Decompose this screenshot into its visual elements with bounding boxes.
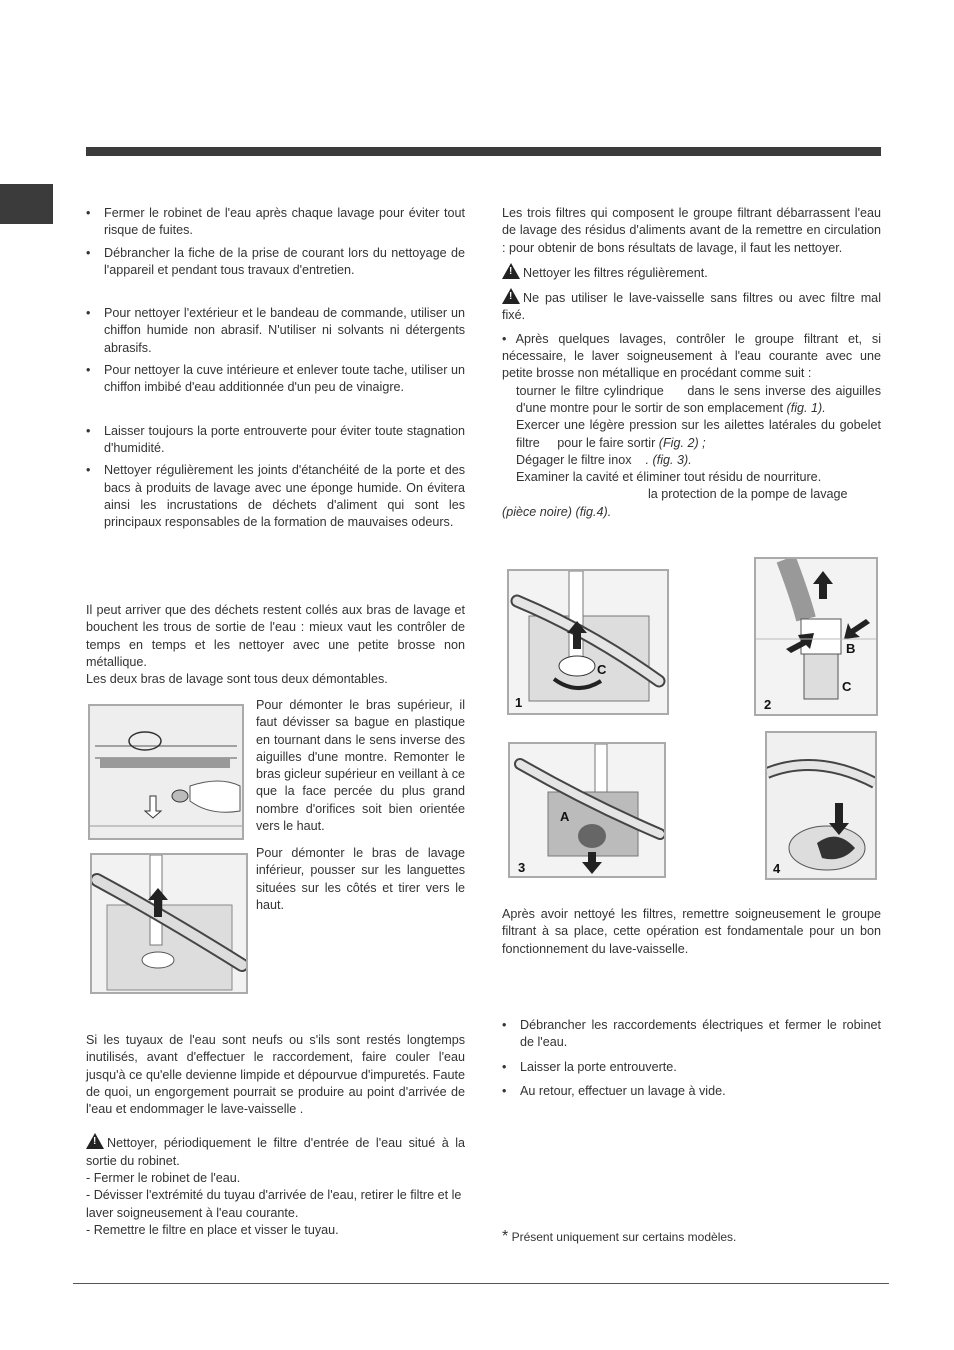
- list-odours: [86, 423, 465, 532]
- list-item: • Débrancher la fiche de la prise de courant lors du nettoyage de l'appareil et pendant tous travaux d'entretien.: [86, 245, 465, 280]
- warning-text: Nettoyer les filtres régulièrement.: [523, 265, 708, 280]
- inlet-step: - Fermer le robinet de l'eau.: [86, 1171, 241, 1186]
- list-cleaning: [86, 305, 465, 396]
- upper-arm-paragraph: Pour démonter le bras supérieur, il faut dévisser sa bague en plastique en tournant dans le sens inverse des aiguilles d'une montre. Remonter le bras gicleur supérieur en veillant à ce que la face percée du plus grand nombre d'orifices soit bien orientée vers le haut.: [256, 698, 465, 834]
- spray-arms-removable: Les deux bras de lavage sont tous deux démontables.: [86, 672, 388, 687]
- upper-arm-text: [256, 697, 465, 835]
- step-5-ref: (pièce noire) (fig.4).: [502, 504, 612, 519]
- spray-arms-paragraph: Il peut arriver que des déchets restent collés aux bras de lavage et bouchent les trous de sortie de l'eau : mieux vaut les contrôler de temps en temps et les nettoyer avec une petite brosse non métallique.: [86, 603, 465, 669]
- figure-number: 4: [773, 861, 781, 876]
- list-item: • Au retour, effectuer un lavage à vide.: [502, 1083, 881, 1100]
- list-item: • Laisser toujours la porte entrouverte pour éviter toute stagnation d'humidité.: [86, 423, 465, 458]
- footer-line: [73, 1283, 889, 1284]
- step-3: [502, 452, 881, 469]
- figure-1: [507, 569, 669, 715]
- inlet-filter-warning: [86, 1133, 465, 1170]
- figure-number: 3: [518, 860, 526, 875]
- footnote-text: Présent uniquement sur certains modèles.: [511, 1230, 737, 1244]
- pipes-paragraph: Si les tuyaux de l'eau sont neufs ou s'ils sont restés longtemps inutilisés, avant d'effectuer le raccordement, faire couler l'eau jusqu'à ce qu'elle devienne limpide et dépourvue d'impuretés. Faute de quoi, un engorgement pourrait se produire au point d'arrivée de l'eau et endommager le lave-vaisselle .: [86, 1033, 465, 1117]
- list-item: • Laisser la porte entrouverte.: [502, 1059, 881, 1076]
- step-text: pour le faire sortir: [557, 435, 656, 450]
- footnote: [502, 1228, 881, 1246]
- spray-arms-section: [86, 602, 465, 688]
- pump-protection-illustration: [767, 733, 875, 878]
- figure-label: C: [842, 679, 852, 694]
- upper-spray-arm-figure: [88, 704, 244, 840]
- header-bar: [86, 147, 881, 156]
- list-item: • Nettoyer régulièrement les joints d'étanchéité de la porte et des bacs à produits de lavage avec une éponge humide. On évitera ainsi les incrustations de déchets d'aliment qui sont les principaux responsables de la formation de mauvaises odeurs.: [86, 462, 465, 531]
- list-item: • Pour nettoyer la cuve intérieure et enlever toute tache, utiliser un chiffon imbibé d'eau additionnée d'un peu de vinaigre.: [86, 362, 465, 397]
- figure-number: 2: [764, 697, 772, 712]
- step-text: Exercer une légère pression sur les ailettes latérales du gobelet filtre: [516, 418, 881, 450]
- step-1: [502, 383, 881, 418]
- list-item: • Débrancher les raccordements électriques et fermer le robinet de l'eau.: [502, 1017, 881, 1052]
- figure-number: 1: [515, 695, 523, 710]
- inlet-warning-text: Nettoyer, périodiquement le filtre d'entrée de l'eau situé à la sortie du robinet.: [86, 1136, 465, 1168]
- filter-cup-illustration: [756, 559, 876, 714]
- list-water-power: [86, 205, 465, 279]
- warning-text: Ne pas utiliser le lave-vaisselle sans filtres ou avec filtre mal fixé.: [502, 291, 881, 323]
- step-figure-ref: (fig. 1).: [786, 400, 826, 415]
- absence-section: [502, 1017, 881, 1105]
- lower-arm-illustration: [92, 855, 246, 992]
- inlet-step: - Dévisser l'extrémité du tuyau d'arrivée de l'eau, retirer le filtre et le laver soigneusement à l'eau courante.: [86, 1188, 462, 1220]
- filter-warning-2: [502, 288, 881, 325]
- language-tab: [0, 184, 53, 224]
- after-filters-section: [502, 906, 881, 958]
- step-text: Dégager le filtre inox: [516, 452, 632, 467]
- step-figure-ref: . (fig. 3).: [645, 452, 692, 467]
- lower-arm-paragraph: Pour démonter le bras de lavage inférieur, pousser sur les languettes situées sur les côtés et tirer vers le haut.: [256, 846, 465, 912]
- right-column: [502, 205, 881, 521]
- warning-icon: [502, 263, 520, 279]
- figure-4: [765, 731, 877, 880]
- warning-icon: [502, 288, 520, 304]
- check-paragraph: • Après quelques lavages, contrôler le groupe filtrant et, si nécessaire, le laver soigneusement à l'eau courante avec une petite brosse non métallique en procédant comme suit :: [502, 331, 881, 381]
- step-2: [502, 417, 881, 452]
- after-filters-paragraph: Après avoir nettoyé les filtres, remettre soigneusement le groupe filtrant à sa place, cette opération est fondamentale pour un bon fonctionnement du lave-vaisselle.: [502, 907, 881, 956]
- stainless-filter-illustration: [510, 744, 664, 876]
- list-item: • Pour nettoyer l'extérieur et le bandeau de commande, utiliser un chiffon humide non abrasif. N'utiliser ni solvants ni détergents abrasifs.: [86, 305, 465, 357]
- upper-arm-illustration: [90, 706, 242, 838]
- step-5: la protection de la pompe de lavage: [648, 487, 848, 502]
- filter-rotate-illustration: [509, 571, 667, 713]
- list-absence: [502, 1017, 881, 1100]
- lower-spray-arm-figure: [90, 853, 248, 994]
- left-column: [86, 205, 465, 536]
- warning-icon: [86, 1133, 104, 1149]
- pipes-section: [86, 1032, 465, 1239]
- figure-3: [508, 742, 666, 878]
- inlet-step: - Remettre le filtre en place et visser le tuyau.: [86, 1222, 339, 1237]
- figure-label: B: [846, 641, 856, 656]
- figure-2: [754, 557, 878, 716]
- figure-label: C: [597, 662, 607, 677]
- list-item: • Fermer le robinet de l'eau après chaque lavage pour éviter tout risque de fuites.: [86, 205, 465, 240]
- footnote-star: *: [502, 1228, 509, 1245]
- step-figure-ref: (Fig. 2) ;: [658, 435, 706, 450]
- step-text: tourner le filtre cylindrique: [516, 383, 664, 398]
- filters-paragraph: Les trois filtres qui composent le groupe filtrant débarrassent l'eau de lavage des résidus d'aliments avant de la remettre en circulation : pour obtenir de bons résultats de lavage, il faut les nettoyer.: [502, 206, 881, 255]
- filter-warning-1: [502, 263, 881, 282]
- step-text: dans le sens inverse des aiguilles d'une montre pour le sortir de son emplacement: [516, 383, 881, 415]
- figure-label: A: [560, 809, 570, 824]
- step-4: Examiner la cavité et éliminer tout résidu de nourriture.: [516, 470, 822, 485]
- lower-arm-text: [256, 845, 465, 914]
